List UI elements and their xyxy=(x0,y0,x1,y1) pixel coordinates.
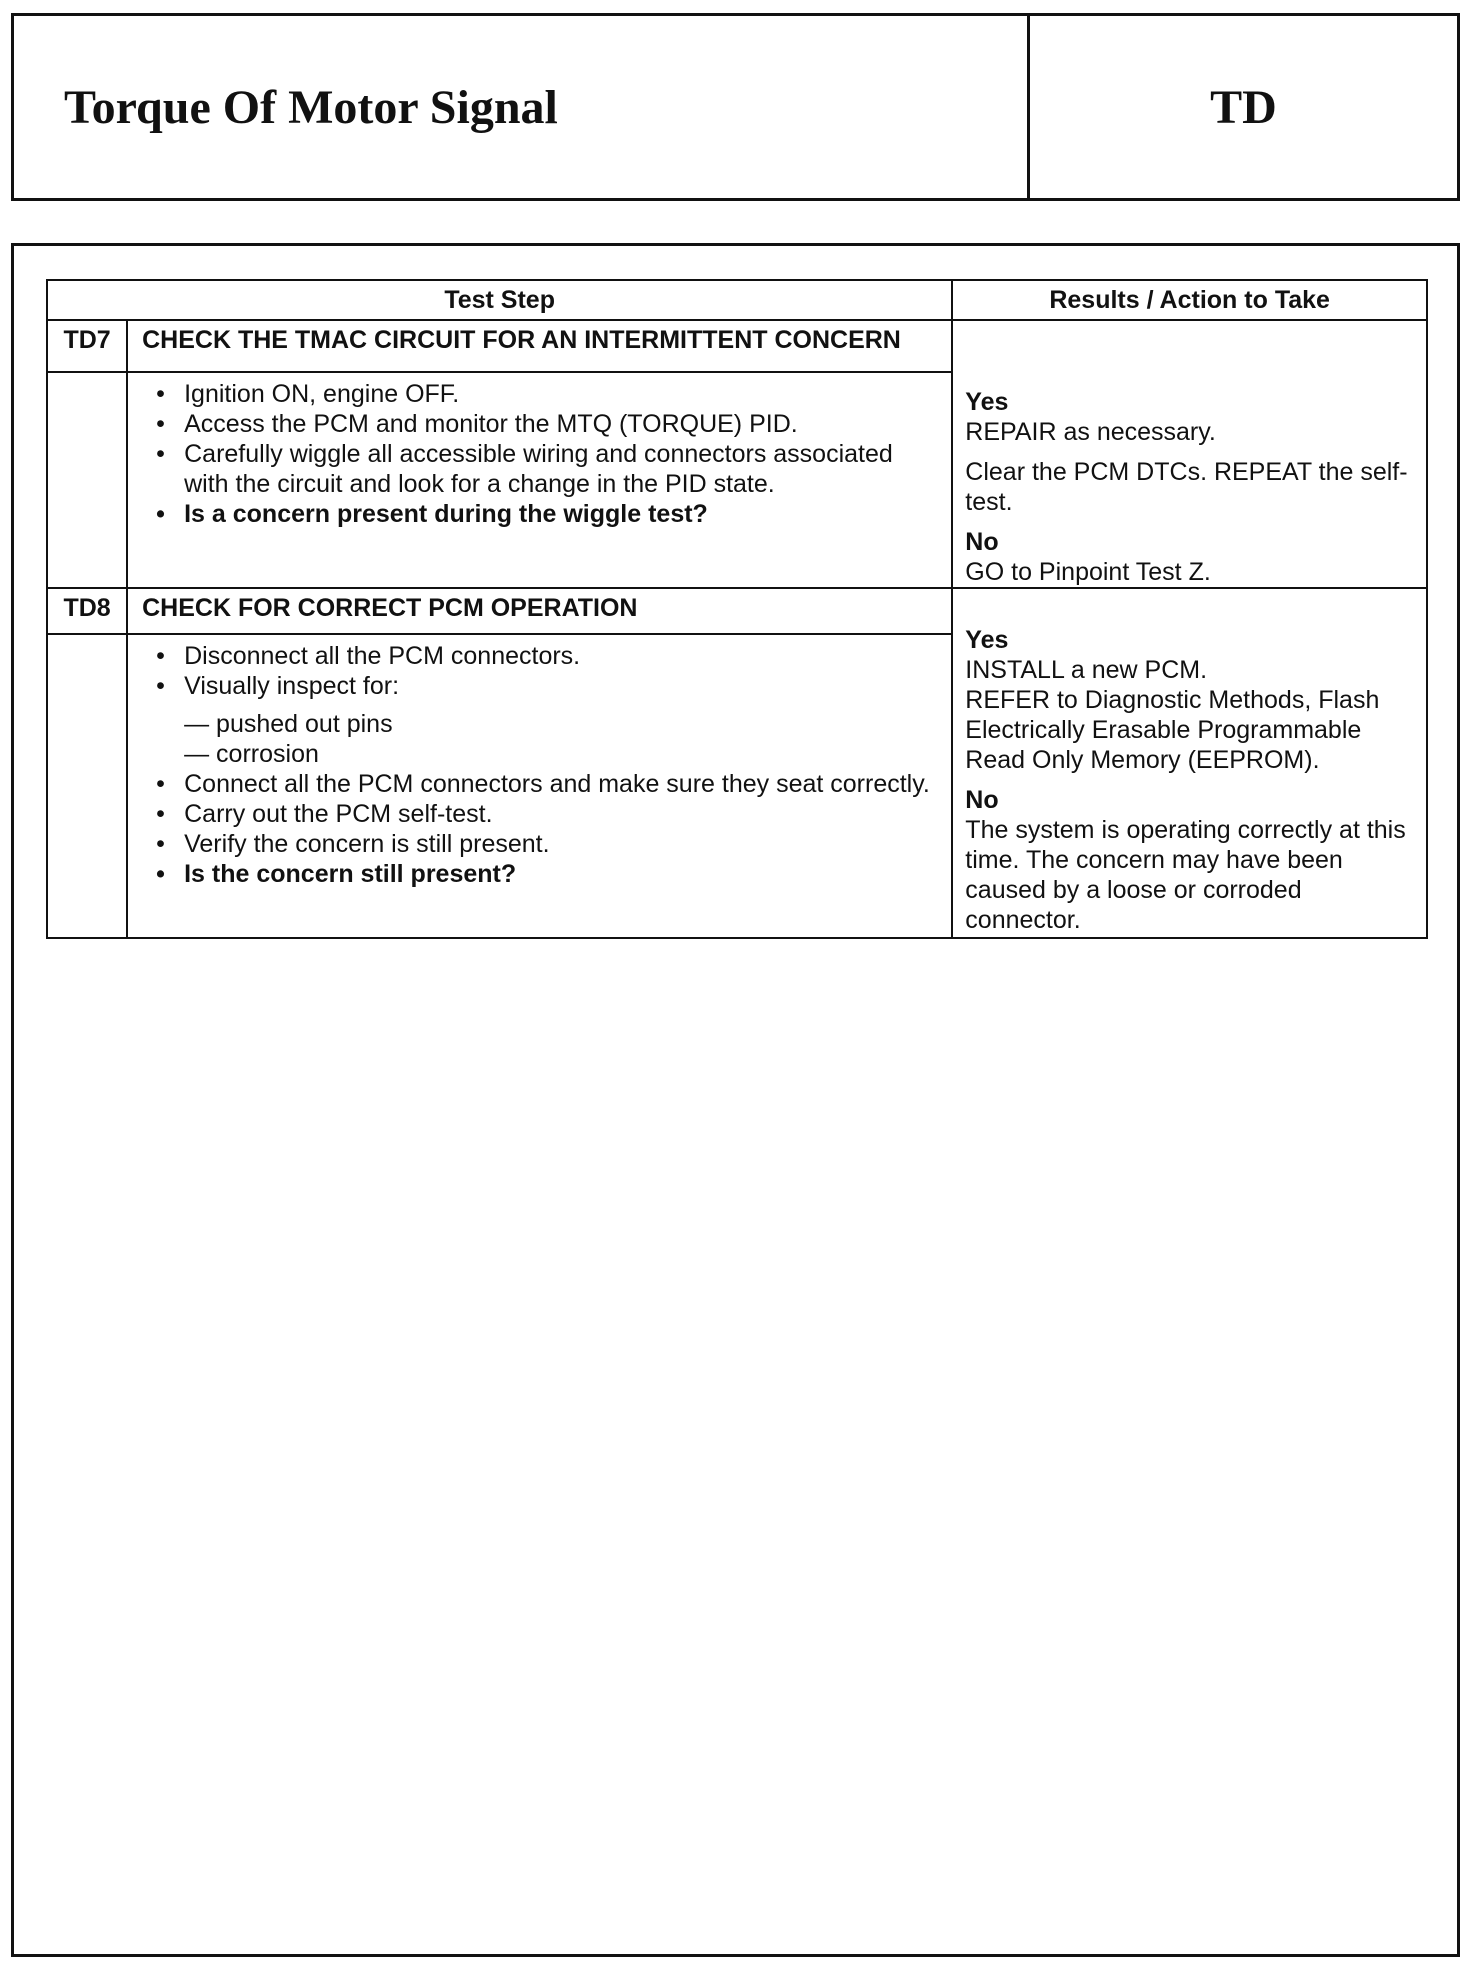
result-cell xyxy=(952,588,1427,938)
sub-item: — corrosion xyxy=(184,739,319,768)
bullet-item: • Connect all the PCM connectors and make sure they seat correctly. xyxy=(128,769,941,799)
step-question: • Is a concern present during the wiggle test? xyxy=(128,499,941,529)
step-body xyxy=(127,372,952,588)
result-cell xyxy=(952,320,1427,588)
table-row xyxy=(47,320,1427,372)
bullet-item: • Ignition ON, engine OFF. xyxy=(128,379,941,409)
step-id-spacer xyxy=(47,372,127,588)
step-body xyxy=(127,634,952,938)
no-label: No xyxy=(965,528,999,556)
yes-action: REPAIR as necessary. xyxy=(965,418,1216,446)
no-label: No xyxy=(965,786,999,814)
header-test-step: Test Step xyxy=(47,280,952,320)
yes-label: Yes xyxy=(965,388,1009,416)
bullet-item: • Carry out the PCM self-test. xyxy=(128,799,941,829)
bullet-item: • Disconnect all the PCM connectors. xyxy=(128,641,941,671)
header-results: Results / Action to Take xyxy=(952,280,1427,320)
yes-action: INSTALL a new PCM. xyxy=(965,656,1208,684)
yes-action: REFER to Diagnostic Methods, Flash Electrically Erasable Programmable Read Only Memory (EEPROM). xyxy=(965,686,1380,774)
step-title: CHECK THE TMAC CIRCUIT FOR AN INTERMITTENT CONCERN xyxy=(127,320,952,372)
sub-item: — pushed out pins xyxy=(184,709,393,738)
bullet-item: • Access the PCM and monitor the MTQ (TORQUE) PID. xyxy=(128,409,941,439)
page-title: Torque Of Motor Signal xyxy=(64,80,558,134)
bullet-item: • Verify the concern is still present. xyxy=(128,829,941,859)
test-steps-table xyxy=(46,279,1428,939)
table-row xyxy=(47,588,1427,634)
header-box xyxy=(11,13,1460,201)
step-question: • Is the concern still present? xyxy=(128,859,941,889)
table-header-row xyxy=(47,280,1427,320)
step-title: CHECK FOR CORRECT PCM OPERATION xyxy=(127,588,952,634)
section-code: TD xyxy=(1210,80,1277,134)
no-action: The system is operating correctly at this time. The concern may have been caused by a loose or corroded connector. xyxy=(965,816,1406,934)
bullet-item: • Carefully wiggle all accessible wiring and connectors associated with the circuit and look for a change in the PID state. xyxy=(128,439,941,499)
no-action: GO to Pinpoint Test Z. xyxy=(965,558,1211,586)
yes-label: Yes xyxy=(965,626,1009,654)
step-id: TD7 xyxy=(47,320,127,372)
yes-action: Clear the PCM DTCs. REPEAT the self-test. xyxy=(965,458,1408,516)
bullet-item: • Visually inspect for: xyxy=(128,671,941,701)
step-id-spacer xyxy=(47,634,127,938)
step-id: TD8 xyxy=(47,588,127,634)
